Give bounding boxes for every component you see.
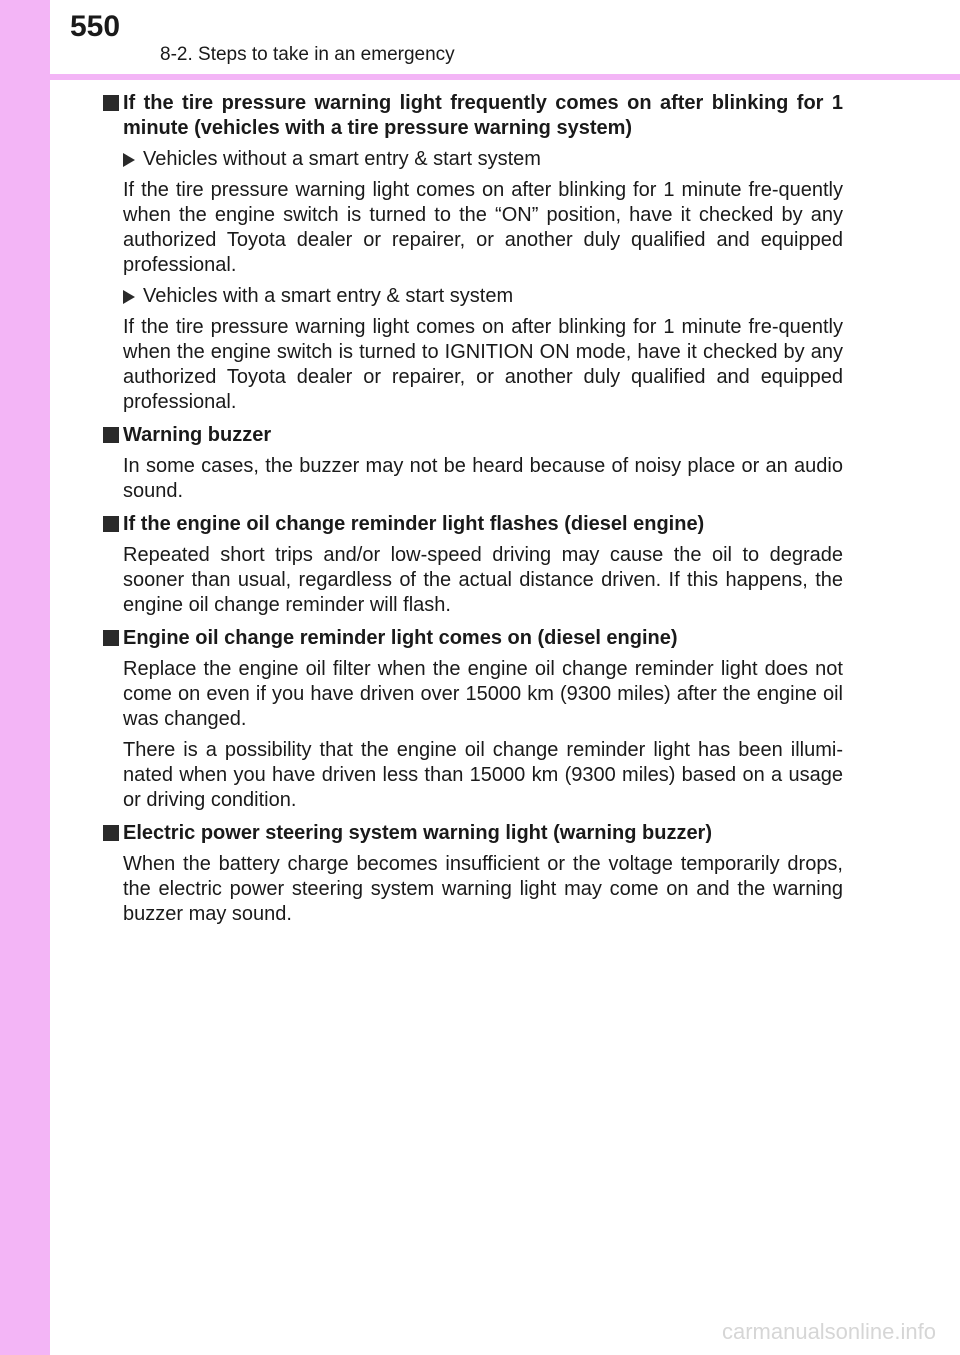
header-rule bbox=[0, 74, 960, 80]
section-heading: Engine oil change reminder light comes on (diesel engine) bbox=[103, 626, 843, 651]
square-bullet-icon bbox=[103, 95, 119, 111]
paragraph: Replace the engine oil filter when the engine oil change reminder light does not come on even if you have driven over 15000 km (9300 miles) after the engine oil was changed. bbox=[123, 658, 843, 730]
paragraph: When the battery charge becomes insufficient or the voltage temporarily drops, the electric power steering system warning light may come on and the warning buzzer may sound. bbox=[123, 853, 843, 925]
triangle-bullet-icon bbox=[123, 153, 135, 167]
paragraph: If the tire pressure warning light comes on after blinking for 1 minute fre-quently when the engine switch is turned to IGNITION ON mode, have it checked by any authorized Toyota dealer or repairer, or another duly qualified and equipped professional. bbox=[123, 316, 843, 413]
section-title: 8-2. Steps to take in an emergency bbox=[160, 44, 455, 65]
section-heading: Electric power steering system warning light (warning buzzer) bbox=[103, 821, 843, 846]
page-content bbox=[103, 91, 843, 935]
paragraph: Repeated short trips and/or low-speed driving may cause the oil to degrade sooner than usual, regardless of the actual distance driven. If this happens, the engine oil change reminder will flash. bbox=[123, 544, 843, 616]
side-tab-band bbox=[0, 0, 50, 1355]
section-eps-warning bbox=[103, 821, 843, 927]
section-heading: Warning buzzer bbox=[103, 423, 843, 448]
paragraph: If the tire pressure warning light comes on after blinking for 1 minute fre-quently when the engine switch is turned to the “ON” position, have it checked by any authorized Toyota dealer or repairer, or another duly qualified and equipped professional. bbox=[123, 179, 843, 276]
square-bullet-icon bbox=[103, 427, 119, 443]
subheading: Vehicles without a smart entry & start system bbox=[123, 147, 843, 172]
section-oil-reminder-on bbox=[103, 626, 843, 813]
square-bullet-icon bbox=[103, 825, 119, 841]
section-tire-pressure bbox=[103, 91, 843, 415]
paragraph: There is a possibility that the engine oil change reminder light has been illumi-nated when you have driven less than 15000 km (9300 miles) based on a usage or driving condition. bbox=[123, 739, 843, 811]
watermark: carmanualsonline.info bbox=[721, 1319, 936, 1344]
section-heading: If the tire pressure warning light frequently comes on after blinking for 1 minute (vehicles with a tire pressure warning system) bbox=[103, 91, 843, 141]
subheading: Vehicles with a smart entry & start system bbox=[123, 284, 843, 309]
section-heading: If the engine oil change reminder light flashes (diesel engine) bbox=[103, 512, 843, 537]
paragraph: In some cases, the buzzer may not be heard because of noisy place or an audio sound. bbox=[123, 455, 843, 502]
page-number: 550 bbox=[70, 10, 121, 43]
square-bullet-icon bbox=[103, 630, 119, 646]
triangle-bullet-icon bbox=[123, 290, 135, 304]
section-oil-reminder-flashes bbox=[103, 512, 843, 618]
square-bullet-icon bbox=[103, 516, 119, 532]
section-warning-buzzer bbox=[103, 423, 843, 504]
